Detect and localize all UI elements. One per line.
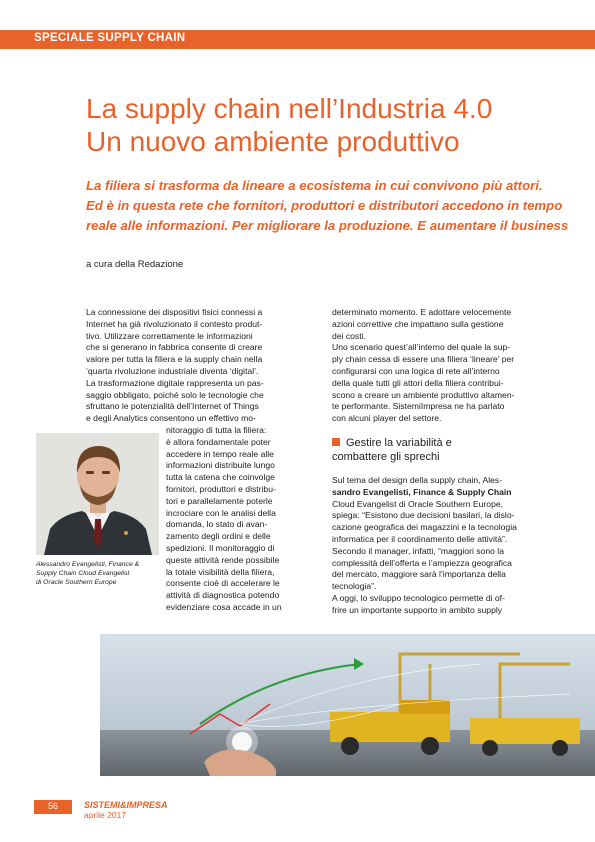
section-label: SPECIALE SUPPLY CHAIN [34,32,186,44]
text-line: queste attività rende possibile [166,554,280,565]
text-line: sandro Evangelisti, Finance & Supply Chain [332,486,512,497]
section-subhead [332,436,558,464]
article-subtitle [86,176,569,236]
magazine-name: SISTEMI&IMPRESA [84,800,168,810]
photo-caption [36,560,160,587]
text-line: dei costi. [332,330,366,341]
text-line: della quale tutti gli attori della filiera contribui- [332,377,504,388]
text-line: saggio obbligato, poiché solo le tecnologie che [86,389,264,400]
caption-line: Alessandro Evangelisti, Finance & [36,561,140,568]
byline: a cura della Redazione [86,259,184,270]
text-line: Cloud Evangelist di Oracle Southern Europe, [332,498,504,509]
text-line: La trasformazione digitale rappresenta un pas- [86,377,264,388]
text-line: Uno scenario quest’all’interno del quale la sup- [332,342,511,353]
subtitle-line: La filiera si trasforma da lineare a ecosistema in cui convivono più attori. [86,178,543,193]
text-line: tivo. Utilizzare correttamente le informazioni [86,330,253,341]
text-line: che si generano in fabbrica consente di creare [86,342,263,353]
text-line: configurarsi con una logica di rete all’interno [332,365,500,376]
text-line: A oggi, lo sviluppo tecnologico permette di of- [332,592,505,603]
text-line: zamento degli ordini e delle [166,531,271,542]
text-line: te performante. SistemiImpresa ne ha parlato [332,401,505,412]
subtitle-line: reale alle informazioni. Per migliorare la produzione. E aumentare il business [86,218,569,233]
page-number: 56 [47,801,58,811]
text-line: incrociare con le analisi della [166,507,276,518]
text-line: la totale visibilità della filiera, [166,566,275,577]
text-line: valore per tutta la filiera e la supply chain nella [86,354,263,365]
text-line: accedere in tempo reale alle [166,448,274,459]
text-line: cazione geografica dei magazzini e la tecnologia [332,522,517,533]
text-line: del mercato, maggiore sarà l’importanza della [332,569,506,580]
text-line: tutta la catena che coinvolge [166,472,275,483]
column-2-bottom [332,475,558,617]
text-line: è allora fondamentale poter [166,436,271,447]
title-line: La supply chain nell’Industria 4.0 [86,93,493,124]
subhead-line: combattere gli sprechi [332,451,440,463]
text-line: azioni correttive che impattano sulla gestione [332,318,504,329]
text-line: Internet ha già rivoluzionato il contesto produt- [86,318,263,329]
text-line: La connessione dei dispositivi fisici connessi a [86,307,263,317]
subhead-square-icon [332,438,340,446]
text-line: fornitori, produttori e distribu- [166,483,276,494]
text-line: scono a creare un ambiente produttivo altamen- [332,389,515,400]
text-line: domanda, lo stato di avan- [166,519,268,530]
portrait-illustration [36,433,159,555]
logistics-illustration [100,634,595,776]
caption-line: di Oracle Southern Europe [36,579,117,586]
portrait-photo [36,433,159,555]
column-2-top [332,307,558,425]
text-line: informatica per il coordinamento delle attività”. [332,533,508,544]
text-line: ‘quarta rivoluzione industriale diventa ‘digital’. [86,365,259,376]
text-line: complessità dell’offerta e l’ampiezza geografica [332,557,512,568]
issue-date: aprile 2017 [84,810,127,820]
subhead-line: Gestire la variabilità e [346,437,452,449]
text-line: informazioni distribuite lungo [166,460,275,471]
title-line: Un nuovo ambiente produttivo [86,126,460,157]
column-1-bottom [166,425,310,614]
text-line: spiega: “Esistono due decisioni basilari, la dislo- [332,510,515,521]
text-line: frire un importante supporto in ambito supply [332,604,503,615]
text-line: sfruttano le potenzialità dell’Internet of Things [86,401,259,412]
logistics-banner-photo [100,634,595,776]
section-bar [0,30,595,49]
page-number-badge [34,800,72,814]
text-line: attività di diagnostica potendo [166,590,280,601]
column-1-top [86,307,310,425]
text-line: tecnologia”. [332,581,377,592]
caption-line: Supply Chain Cloud Evangelist [36,570,130,577]
text-line: ply chain cessa di essere una filiera ‘lineare’ per [332,354,515,365]
text-line: tori e parallelamente poterle [166,495,273,506]
text-line: determinato momento. E adottare velocemente [332,307,512,317]
text-line: Secondo il manager, infatti, “maggiori sono la [332,545,504,556]
text-line: nitoraggio di tutta la filiera: [166,425,267,435]
text-line: evidenziare cosa accade in un [166,601,282,612]
article-title [86,92,566,158]
subtitle-line: Ed è in questa rete che fornitori, produttori e distributori accedono in tempo [86,198,563,213]
text-line: consente cioè di accelerare le [166,578,280,589]
text-line: spedizioni. Il monitoraggio di [166,542,275,553]
text-line: e degli Analytics consentono un effettivo mo- [86,413,256,424]
text-line: Sul tema del design della supply chain, Ales- [332,475,503,485]
text-line: con alcuni player del settore. [332,413,442,424]
